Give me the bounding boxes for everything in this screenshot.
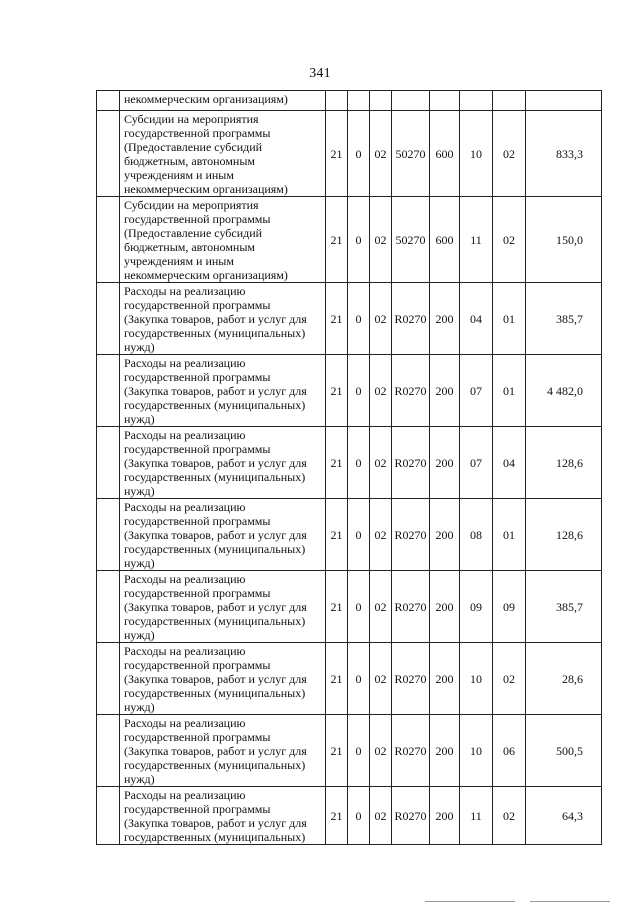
code-cell: R0270 — [392, 283, 430, 355]
section-cell: 11 — [460, 197, 493, 283]
program-cell: 21 — [326, 283, 348, 355]
description-text: Расходы на реализацию государственной программы (Закупка товаров, работ и услуг для государственных (муниципальных) нужд) — [124, 356, 307, 426]
description-cell — [120, 427, 326, 499]
subprogram-cell: 0 — [348, 643, 370, 715]
section-cell: 11 — [460, 787, 493, 845]
description-text: Расходы на реализацию государственной программы (Закупка товаров, работ и услуг для государственных (муниципальных) нужд) — [124, 428, 307, 498]
section-cell: 07 — [460, 355, 493, 427]
code-cell — [392, 91, 430, 111]
subprogram-cell: 0 — [348, 787, 370, 845]
section-cell: 07 — [460, 427, 493, 499]
subprogram-cell: 0 — [348, 111, 370, 197]
description-text: Расходы на реализацию государственной программы (Закупка товаров, работ и услуг для государственных (муниципальных) — [124, 788, 307, 844]
subsection-cell: 01 — [493, 355, 526, 427]
program-cell: 21 — [326, 571, 348, 643]
table-row — [97, 787, 602, 845]
scan-artifact-line — [425, 901, 515, 902]
subprogram-cell: 0 — [348, 197, 370, 283]
description-cell — [120, 111, 326, 197]
page-number: 341 — [309, 66, 331, 81]
subsection-cell — [493, 91, 526, 111]
code-cell: 50270 — [392, 111, 430, 197]
index-cell — [97, 91, 120, 111]
expense-type-cell: 200 — [430, 643, 460, 715]
index-cell — [97, 283, 120, 355]
program-cell: 21 — [326, 111, 348, 197]
subprogram-cell: 0 — [348, 571, 370, 643]
code-cell: R0270 — [392, 427, 430, 499]
index-cell — [97, 715, 120, 787]
table-row — [97, 715, 602, 787]
table-row — [97, 355, 602, 427]
amount-cell: 28,6 — [526, 643, 602, 715]
subprogram-cell: 0 — [348, 427, 370, 499]
table-row — [97, 571, 602, 643]
measure-cell: 02 — [370, 787, 392, 845]
program-cell: 21 — [326, 787, 348, 845]
description-cell — [120, 787, 326, 845]
description-cell — [120, 715, 326, 787]
amount-cell: 64,3 — [526, 787, 602, 845]
program-cell: 21 — [326, 643, 348, 715]
measure-cell: 02 — [370, 427, 392, 499]
expense-type-cell: 600 — [430, 197, 460, 283]
section-cell: 08 — [460, 499, 493, 571]
amount-cell: 4 482,0 — [526, 355, 602, 427]
subprogram-cell: 0 — [348, 499, 370, 571]
program-cell: 21 — [326, 197, 348, 283]
measure-cell: 02 — [370, 355, 392, 427]
description-cell — [120, 499, 326, 571]
subsection-cell: 06 — [493, 715, 526, 787]
subsection-cell: 02 — [493, 643, 526, 715]
code-cell: R0270 — [392, 571, 430, 643]
code-cell: R0270 — [392, 499, 430, 571]
budget-table — [96, 90, 602, 845]
expense-type-cell: 200 — [430, 427, 460, 499]
description-cell — [120, 197, 326, 283]
amount-cell: 385,7 — [526, 571, 602, 643]
subprogram-cell: 0 — [348, 355, 370, 427]
description-text: Субсидии на мероприятия государственной программы (Предоставление субсидий бюджетным, автономным учреждениям и иным некоммерческим организациям) — [124, 112, 288, 196]
description-cell — [120, 91, 326, 111]
amount-cell: 128,6 — [526, 427, 602, 499]
description-text: Расходы на реализацию государственной программы (Закупка товаров, работ и услуг для государственных (муниципальных) нужд) — [124, 284, 307, 354]
table-row — [97, 643, 602, 715]
description-text: Расходы на реализацию государственной программы (Закупка товаров, работ и услуг для государственных (муниципальных) нужд) — [124, 500, 307, 570]
description-text: Расходы на реализацию государственной программы (Закупка товаров, работ и услуг для государственных (муниципальных) нужд) — [124, 644, 307, 714]
code-cell: R0270 — [392, 787, 430, 845]
index-cell — [97, 111, 120, 197]
expense-type-cell: 200 — [430, 787, 460, 845]
program-cell: 21 — [326, 499, 348, 571]
expense-type-cell: 200 — [430, 571, 460, 643]
program-cell: 21 — [326, 715, 348, 787]
expense-type-cell: 200 — [430, 499, 460, 571]
description-cell — [120, 283, 326, 355]
section-cell: 10 — [460, 715, 493, 787]
measure-cell: 02 — [370, 715, 392, 787]
expense-type-cell: 200 — [430, 283, 460, 355]
index-cell — [97, 643, 120, 715]
index-cell — [97, 355, 120, 427]
section-cell: 10 — [460, 643, 493, 715]
index-cell — [97, 427, 120, 499]
amount-cell — [526, 91, 602, 111]
description-text: Расходы на реализацию государственной программы (Закупка товаров, работ и услуг для государственных (муниципальных) нужд) — [124, 716, 307, 786]
code-cell: 50270 — [392, 197, 430, 283]
expense-type-cell — [430, 91, 460, 111]
subsection-cell: 02 — [493, 787, 526, 845]
subprogram-cell: 0 — [348, 715, 370, 787]
section-cell: 04 — [460, 283, 493, 355]
section-cell: 09 — [460, 571, 493, 643]
index-cell — [97, 571, 120, 643]
subsection-cell: 09 — [493, 571, 526, 643]
amount-cell: 150,0 — [526, 197, 602, 283]
program-cell — [326, 91, 348, 111]
measure-cell: 02 — [370, 643, 392, 715]
description-text: Субсидии на мероприятия государственной программы (Предоставление субсидий бюджетным, автономным учреждениям и иным некоммерческим организациям) — [124, 198, 288, 282]
table-row-partial — [97, 91, 602, 111]
description-cell — [120, 355, 326, 427]
subprogram-cell — [348, 91, 370, 111]
section-cell — [460, 91, 493, 111]
table-row — [97, 283, 602, 355]
measure-cell: 02 — [370, 283, 392, 355]
measure-cell: 02 — [370, 197, 392, 283]
subsection-cell: 01 — [493, 499, 526, 571]
table-row — [97, 499, 602, 571]
amount-cell: 500,5 — [526, 715, 602, 787]
table-row — [97, 427, 602, 499]
table-row — [97, 197, 602, 283]
subsection-cell: 02 — [493, 111, 526, 197]
measure-cell: 02 — [370, 111, 392, 197]
measure-cell — [370, 91, 392, 111]
section-cell: 10 — [460, 111, 493, 197]
code-cell: R0270 — [392, 355, 430, 427]
program-cell: 21 — [326, 355, 348, 427]
code-cell: R0270 — [392, 715, 430, 787]
expense-type-cell: 200 — [430, 715, 460, 787]
amount-cell: 833,3 — [526, 111, 602, 197]
description-text: некоммерческим организациям) — [124, 92, 288, 106]
amount-cell: 128,6 — [526, 499, 602, 571]
expense-type-cell: 200 — [430, 355, 460, 427]
index-cell — [97, 499, 120, 571]
index-cell — [97, 787, 120, 845]
subsection-cell: 04 — [493, 427, 526, 499]
index-cell — [97, 197, 120, 283]
description-cell — [120, 571, 326, 643]
expense-type-cell: 600 — [430, 111, 460, 197]
description-text: Расходы на реализацию государственной программы (Закупка товаров, работ и услуг для государственных (муниципальных) нужд) — [124, 572, 307, 642]
subsection-cell: 02 — [493, 197, 526, 283]
measure-cell: 02 — [370, 499, 392, 571]
amount-cell: 385,7 — [526, 283, 602, 355]
code-cell: R0270 — [392, 643, 430, 715]
table-row — [97, 111, 602, 197]
description-cell — [120, 643, 326, 715]
subprogram-cell: 0 — [348, 283, 370, 355]
scan-artifact-line — [530, 901, 610, 902]
subsection-cell: 01 — [493, 283, 526, 355]
program-cell: 21 — [326, 427, 348, 499]
measure-cell: 02 — [370, 571, 392, 643]
